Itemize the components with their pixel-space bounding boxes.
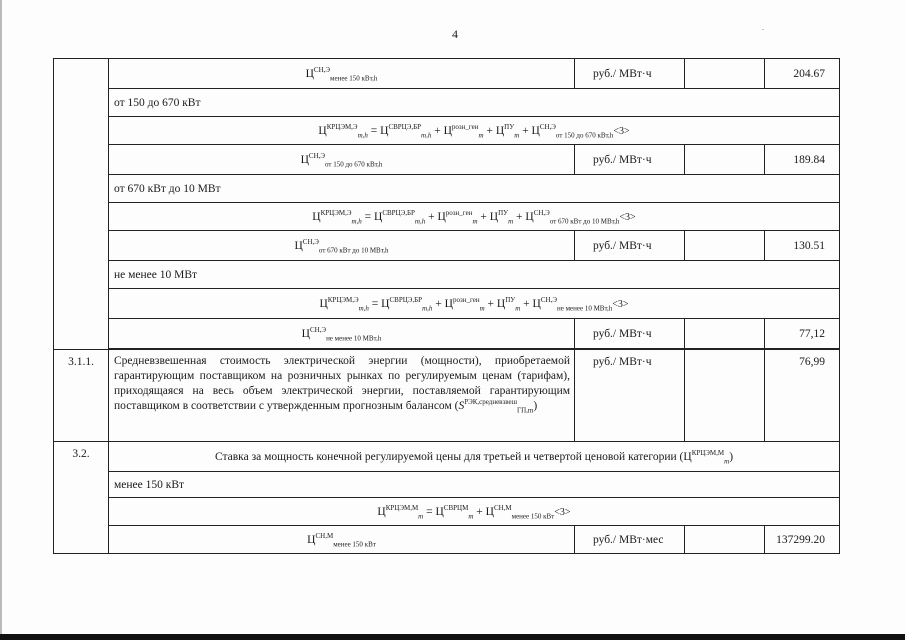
empty-number-cell (54, 59, 109, 350)
formula-kr-10plus: $Ц^{КРЦЭМ,Э}_{m,h} = Ц^{СВРЦЭ,БР}_{m,h} + Ц^{розн\_ген}_m + Ц^{ПУ}_m + Ц^{СН,Э}_{не менее 10 МВт,h}<3>$ (319, 295, 629, 312)
formula-kr-670-10: $Ц^{КРЦЭМ,Э}_{m,h} = Ц^{СВРЦЭ,БР}_{m,h} + Ц^{розн\_ген}_m + Ц^{ПУ}_m + Ц^{СН,Э}_{от 670 кВт до 10 МВт,h}<3>$ (312, 208, 636, 225)
range-label: от 150 до 670 кВт (109, 89, 840, 117)
table-row (54, 59, 840, 89)
scan-edge (0, 0, 2, 634)
section-title: Ставка за мощность конечной регулируемой цены для третьей и четвертой ценовой категории (214, 450, 677, 463)
page-number: 4 (452, 27, 458, 41)
unit-cell: руб./ МВт·ч (575, 350, 685, 442)
empty-cell (685, 231, 765, 261)
empty-cell (685, 350, 765, 442)
empty-cell (685, 319, 765, 349)
item-number: 3.1.1. (54, 350, 109, 442)
scan-bottom-edge (0, 634, 905, 640)
scan-speck: . (762, 23, 764, 32)
empty-cell (685, 59, 765, 89)
unit-cell: руб./ МВт·ч (575, 145, 685, 175)
formula-price-m-less150: $Ц^{СН,М}_{менее 150 кВт}$ (307, 531, 376, 548)
table-row (54, 117, 840, 145)
formula-cell (109, 526, 575, 554)
table-row (54, 472, 840, 498)
formula-cell (109, 145, 575, 175)
table-row (54, 289, 840, 319)
table-row (54, 350, 840, 442)
formula-cell (109, 59, 575, 89)
unit-cell: руб./ МВт·ч (575, 231, 685, 261)
formula-s-gp: $(S^{РЭК,средневзвеш}_{ГП,m})$ (454, 398, 538, 415)
description-cell (109, 350, 575, 442)
tariff-table (53, 58, 840, 554)
formula-kr-m-less150: $Ц^{КРЦЭМ,М}_m = Ц^{СВРЦМ}_m + Ц^{СН,М}_{менее 150 кВт}<3>$ (377, 503, 571, 520)
value-cell: 204.67 (765, 59, 840, 89)
table-row (54, 231, 840, 261)
table-row (54, 319, 840, 349)
formula-kr-150-670: $Ц^{КРЦЭМ,Э}_{m,h} = Ц^{СВРЦЭ,БР}_{m,h} + Ц^{розн\_ген}_m + Ц^{ПУ}_m + Ц^{СН,Э}_{от 150 до 670 кВт,h}<3>$ (318, 122, 630, 139)
unit-cell: руб./ МВт·мес (575, 526, 685, 554)
table-row (54, 203, 840, 231)
formula-price-670-10: $Ц^{СН,Э}_{от 670 кВт до 10 МВт,h}$ (294, 237, 389, 254)
value-cell: 137299.20 (765, 526, 840, 554)
range-label: менее 150 кВт (109, 472, 840, 498)
formula-row (109, 117, 840, 145)
empty-cell (685, 526, 765, 554)
value-cell: 130.51 (765, 231, 840, 261)
value-cell: 77,12 (765, 319, 840, 349)
table-row (54, 175, 840, 203)
formula-price-less150: $Ц^{СН,Э}_{менее 150 кВт,h}$ (305, 65, 378, 82)
formula-cell (109, 319, 575, 349)
formula-kr-m: $(Ц^{КРЦЭМ,М}_m)$ (679, 448, 734, 465)
formula-price-150-670: $Ц^{СН,Э}_{от 150 до 670 кВт,h}$ (300, 151, 383, 168)
table-row (54, 89, 840, 117)
table-row (54, 145, 840, 175)
formula-cell (109, 231, 575, 261)
unit-cell: руб./ МВт·ч (575, 319, 685, 349)
value-cell: 76,99 (765, 350, 840, 442)
range-label: от 670 кВт до 10 МВт (109, 175, 840, 203)
value-cell: 189.84 (765, 145, 840, 175)
empty-cell (685, 145, 765, 175)
table-row (54, 442, 840, 472)
formula-row (109, 498, 840, 526)
formula-row (109, 289, 840, 319)
table-row (54, 498, 840, 526)
range-label: не менее 10 МВт (109, 261, 840, 289)
unit-cell: руб./ МВт·ч (575, 59, 685, 89)
section-title-cell (109, 442, 840, 472)
item-number: 3.2. (54, 442, 109, 554)
table-row (54, 526, 840, 554)
description-text: Средневзвешенная стоимость электрической энергии (мощности), приобретаемой гарантирующим поставщиком на розничных рынках по регулируемым ценам (тарифам), приходящаяся на весь объем электрической энергии, поставляемой гарантирующим поставщиком в соответствии с утвержденным прогнозным балансом (114, 355, 570, 412)
formula-row (109, 203, 840, 231)
formula-price-10plus: $Ц^{СН,Э}_{не менее 10 МВт,h}$ (301, 325, 382, 342)
table-row (54, 261, 840, 289)
